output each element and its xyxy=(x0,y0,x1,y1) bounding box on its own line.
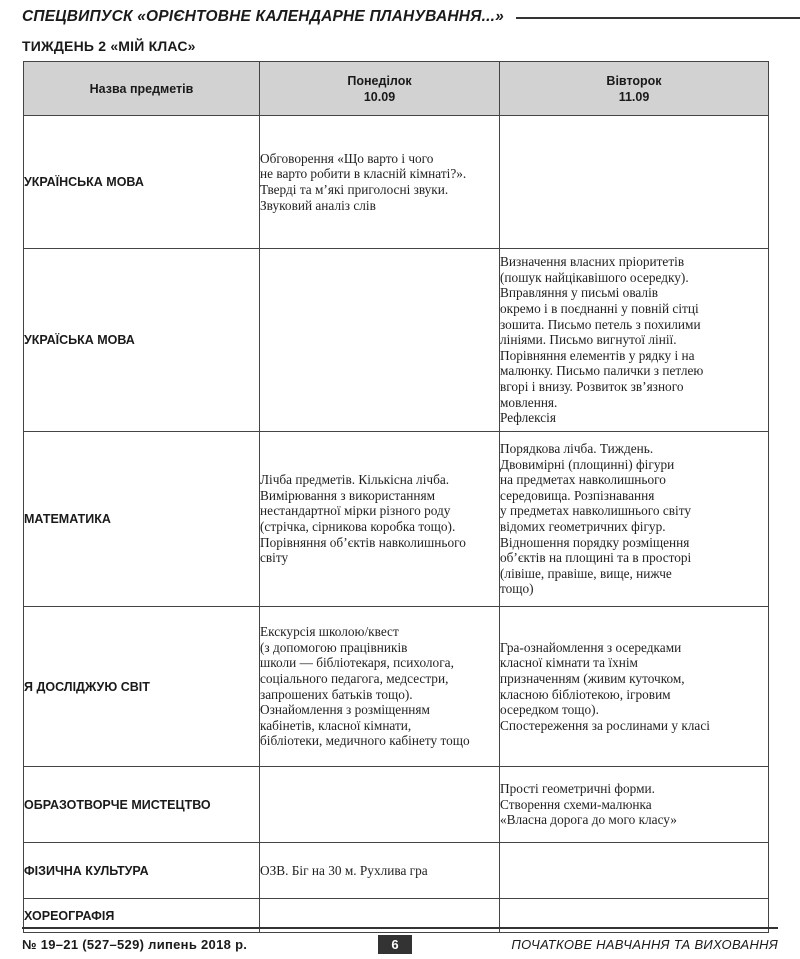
cell-line: (з допомогою працівників xyxy=(260,639,408,655)
cell-line: соціального педагога, медсестри, xyxy=(260,670,449,686)
cell-line: Вимірювання з використанням xyxy=(260,487,436,503)
header-tuesday-date: 11.09 xyxy=(618,89,650,104)
table-row xyxy=(24,767,769,843)
cell-line: Прості геометричні форми. xyxy=(500,781,655,797)
cell-line: не варто робити в класній кімнаті?». xyxy=(260,166,467,182)
cell-line: середовища. Розпізнавання xyxy=(500,487,655,503)
cell-line: відомих геометричних фігур. xyxy=(500,519,666,534)
cell-line: Тверді та м’які приголосні звуки. xyxy=(260,182,449,197)
running-header xyxy=(22,4,800,30)
header-subject: Назва предметів xyxy=(24,62,260,116)
issue-info: № 19–21 (527–529) липень 2018 р. xyxy=(22,937,248,952)
cell-line: лініями. Письмо вигнутої лінії. xyxy=(500,332,677,348)
cell-line: «Власна дорога до мого класу» xyxy=(500,812,677,828)
subject-cell: МАТЕМАТИКА xyxy=(24,432,260,607)
cell-line: світу xyxy=(260,550,289,566)
monday-cell xyxy=(260,116,500,249)
subject-cell: УКРАЇСЬКА МОВА xyxy=(24,249,260,432)
cell-line: (пошук найцікавішого осередку). xyxy=(500,269,689,285)
cell-line: Екскурсія школою/квест xyxy=(260,624,399,640)
cell-line: окремо і в поєднанні у повній сітці xyxy=(500,301,699,317)
cell-line: Лічба предметів. Кількісна лічба. xyxy=(260,472,450,488)
cell-line: осередком тощо). xyxy=(500,702,599,718)
cell-line: (стрічка, сірникова коробка тощо). xyxy=(260,519,456,534)
week-title: ТИЖДЕНЬ 2 «МІЙ КЛАС» xyxy=(22,38,196,54)
cell-line: Рефлексія xyxy=(500,410,556,426)
cell-line: Визначення власних пріоритетів xyxy=(500,254,685,270)
cell-line: Вправляння у письмі овалів xyxy=(500,285,659,301)
tuesday-cell xyxy=(500,607,769,767)
page-number: 6 xyxy=(378,935,412,954)
page-footer xyxy=(0,927,800,959)
cell-line: мовлення. xyxy=(500,394,558,410)
footer-rule xyxy=(22,927,778,929)
table-row xyxy=(24,249,769,432)
header-rule xyxy=(516,17,800,19)
monday-cell xyxy=(260,249,500,432)
cell-line: класною бібліотекою, ігровим xyxy=(500,686,671,702)
header-monday xyxy=(260,62,500,116)
tuesday-cell xyxy=(500,249,769,432)
table-header-row xyxy=(24,62,769,116)
cell-line: об’єктів на площині та в просторі xyxy=(500,550,692,566)
cell-line: школи — бібліотекаря, психолога, xyxy=(260,655,454,671)
cell-line: Створення схеми-малюнка xyxy=(500,796,652,812)
cell-line: ОЗВ. Біг на 30 м. Рухлива гра xyxy=(260,862,428,878)
cell-line: у предметах навколишнього світу xyxy=(500,503,692,519)
cell-line: класної кімнати та їхнім xyxy=(500,655,638,671)
subject-cell: ОБРАЗОТВОРЧЕ МИСТЕЦТВО xyxy=(24,767,260,843)
header-monday-day: Понеділок xyxy=(347,73,412,88)
table-row xyxy=(24,843,769,899)
cell-line: Порівняння об’єктів навколишнього xyxy=(260,534,466,550)
cell-line: Звуковий аналіз слів xyxy=(260,197,376,213)
tuesday-cell xyxy=(500,767,769,843)
cell-line: Гра-ознайомлення з осередками xyxy=(500,639,682,655)
header-monday-date: 10.09 xyxy=(363,89,396,104)
header-tuesday-day: Вівторок xyxy=(606,73,662,88)
header-tuesday xyxy=(500,62,769,116)
tuesday-cell xyxy=(500,116,769,249)
tuesday-cell xyxy=(500,432,769,607)
cell-line: Спостереження за рослинами у класі xyxy=(500,717,710,733)
monday-cell xyxy=(260,607,500,767)
cell-line: нестандартної мірки різного роду xyxy=(260,503,451,519)
plan-table xyxy=(23,61,769,933)
cell-line: малюнку. Письмо палички з петлею xyxy=(500,363,704,379)
subject-cell: Я ДОСЛІДЖУЮ СВІТ xyxy=(24,607,260,767)
subject-cell: ХОРЕОГРАФІЯ xyxy=(24,899,260,933)
cell-line: Порядкова лічба. Тиждень. xyxy=(500,441,654,457)
table-row xyxy=(24,607,769,767)
cell-line: вгорі і внизу. Розвиток зв’язного xyxy=(500,378,684,394)
monday-cell xyxy=(260,843,500,899)
cell-line: запрошених батьків тощо). xyxy=(260,686,413,702)
cell-line: (лівіше, правіше, вище, нижче xyxy=(500,565,672,581)
monday-cell xyxy=(260,432,500,607)
journal-name: ПОЧАТКОВЕ НАВЧАННЯ ТА ВИХОВАННЯ xyxy=(511,937,778,952)
subject-cell: УКРАЇНСЬКА МОВА xyxy=(24,116,260,249)
cell-line: зошита. Письмо петель з похилими xyxy=(500,316,701,332)
cell-line: бібліотеки, медичного кабінету тощо xyxy=(260,733,470,749)
subject-cell: ФІЗИЧНА КУЛЬТУРА xyxy=(24,843,260,899)
cell-line: призначенням (живим куточком, xyxy=(500,670,685,686)
tuesday-cell xyxy=(500,843,769,899)
header-title: СПЕЦВИПУСК «ОРІЄНТОВНЕ КАЛЕНДАРНЕ ПЛАНУВАННЯ...» xyxy=(22,8,504,25)
cell-line: Ознайомлення з розміщенням xyxy=(260,702,430,718)
cell-line: Порівняння елементів у рядку і на xyxy=(500,347,695,363)
cell-line: Обговорення «Що варто і чого xyxy=(260,150,434,166)
table-row xyxy=(24,432,769,607)
cell-line: тощо) xyxy=(500,581,534,597)
cell-line: Двовимірні (площинні) фігури xyxy=(500,456,675,472)
cell-line: кабінетів, класної кімнати, xyxy=(260,717,412,733)
cell-line: на предметах навколишнього xyxy=(500,472,666,488)
monday-cell xyxy=(260,767,500,843)
cell-line: Відношення порядку розміщення xyxy=(500,534,690,550)
table-row xyxy=(24,116,769,249)
